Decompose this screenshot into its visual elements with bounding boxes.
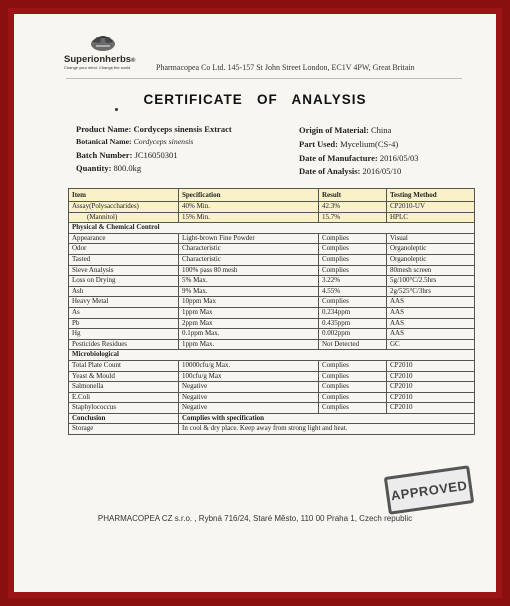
table-cell: Microbiological: [69, 350, 475, 361]
table-cell: Characteristic: [179, 254, 319, 265]
approved-stamp: APPROVED: [384, 465, 474, 515]
table-cell: Negative: [179, 392, 319, 403]
table-cell: Tasted: [69, 254, 179, 265]
document-title: CERTIFICATE OF ANALYSIS: [143, 92, 367, 107]
part-used-line: Part Used: Mycelium(CS-4): [299, 139, 399, 149]
table-cell: Light-brown Fine Powder: [179, 233, 319, 244]
table-row: [69, 254, 475, 265]
table-cell: 9% Max.: [179, 286, 319, 297]
table-cell: 10ppm Max: [179, 297, 319, 308]
table-row: [69, 318, 475, 329]
table-cell: Complies: [319, 371, 387, 382]
table-cell: Complies with specification: [179, 413, 475, 424]
table-cell: 0.234ppm: [319, 307, 387, 318]
table-cell: Complies: [319, 254, 387, 265]
table-cell: Item: [69, 189, 179, 202]
analysis-date-line: Date of Analysis: 2016/05/10: [299, 166, 402, 176]
table-cell: Odor: [69, 244, 179, 255]
table-row: [69, 297, 475, 308]
table-cell: Complies: [319, 265, 387, 276]
table-cell: 5% Max.: [179, 276, 319, 287]
table-cell: Complies: [319, 403, 387, 414]
table-cell: GC: [387, 339, 475, 350]
table-cell: Negative: [179, 382, 319, 393]
table-cell: Complies: [319, 244, 387, 255]
table-cell: Complies: [319, 360, 387, 371]
table-cell: Negative: [179, 403, 319, 414]
table-cell: E.Coli: [69, 392, 179, 403]
table-cell: 2g/525°C/3hrs: [387, 286, 475, 297]
brand-logo: [64, 32, 154, 72]
table-row: [69, 339, 475, 350]
table-cell: Pb: [69, 318, 179, 329]
table-cell: Pesticides Residues: [69, 339, 179, 350]
brand-tagline: Change your mind. Change the world: [64, 65, 131, 70]
table-cell: HPLC: [387, 212, 475, 223]
table-cell: As: [69, 307, 179, 318]
table-cell: Characteristic: [179, 244, 319, 255]
storage-row: [69, 424, 475, 435]
table-row: [69, 382, 475, 393]
table-row: [69, 307, 475, 318]
table-header-row: [69, 189, 475, 202]
table-cell: Visual: [387, 233, 475, 244]
table-cell: 0.435ppm: [319, 318, 387, 329]
ink-dot: [115, 108, 118, 111]
table-cell: 15% Min.: [179, 212, 319, 223]
table-cell: 15.7%: [319, 212, 387, 223]
table-cell: AAS: [387, 329, 475, 340]
table-cell: AAS: [387, 307, 475, 318]
table-cell: CP2010-UV: [387, 202, 475, 213]
footer-address: PHARMACOPEA CZ s.r.o. , Rybná 716/24, Staré Město, 110 00 Praha 1, Czech republic: [97, 514, 413, 523]
table-cell: Conclusion: [69, 413, 179, 424]
table-cell: Complies: [319, 233, 387, 244]
section-header-microbiological: [69, 350, 475, 361]
table-cell: 4.55%: [319, 286, 387, 297]
manufacture-date-line: Date of Manufacture: 2016/05/03: [299, 153, 419, 163]
table-cell: Hg: [69, 329, 179, 340]
table-cell: Organoleptic: [387, 254, 475, 265]
table-row: [69, 202, 475, 213]
table-cell: 100% pass 80 mesh: [179, 265, 319, 276]
table-cell: 80mesh screen: [387, 265, 475, 276]
table-cell: 100cfu/g Max: [179, 371, 319, 382]
table-row: [69, 371, 475, 382]
table-cell: 0.1ppm Max.: [179, 329, 319, 340]
table-cell: Complies: [319, 382, 387, 393]
table-cell: 1ppm Max.: [179, 339, 319, 350]
table-cell: Appearance: [69, 233, 179, 244]
section-header-physical: [69, 223, 475, 234]
botanical-name-line: Botanical Name: Cordyceps sinensis: [76, 137, 194, 146]
table-cell: In cool & dry place. Keep away from strong light and heat.: [179, 424, 475, 435]
table-cell: Sieve Analysis: [69, 265, 179, 276]
table-row: [69, 212, 475, 223]
table-cell: AAS: [387, 318, 475, 329]
table-cell: Complies: [319, 392, 387, 403]
table-cell: 42.3%: [319, 202, 387, 213]
table-cell: Assay(Polysaccharides): [69, 202, 179, 213]
table-row: [69, 233, 475, 244]
header-divider: [66, 78, 462, 79]
table-cell: 5g/100°C/2.5hrs: [387, 276, 475, 287]
table-cell: Testing Method: [387, 189, 475, 202]
origin-line: Origin of Material: China: [299, 125, 392, 135]
table-cell: 2ppm Max: [179, 318, 319, 329]
table-cell: CP2010: [387, 382, 475, 393]
conclusion-row: [69, 413, 475, 424]
table-cell: Loss on Drying: [69, 276, 179, 287]
table-cell: Specification: [179, 189, 319, 202]
table-row: [69, 265, 475, 276]
table-cell: CP2010: [387, 371, 475, 382]
table-cell: Salmonella: [69, 382, 179, 393]
quantity-line: Quantity: 800.0kg: [76, 163, 142, 173]
product-name-line: Product Name: Cordyceps sinensis Extract: [76, 124, 232, 134]
table-row: [69, 244, 475, 255]
table-cell: CP2010: [387, 392, 475, 403]
batch-number-line: Batch Number: JC16050301: [76, 150, 178, 160]
table-cell: 1ppm Max: [179, 307, 319, 318]
table-cell: Physical & Chemical Control: [69, 223, 475, 234]
brand-name: Superionherbs®: [64, 54, 136, 65]
table-cell: Ash: [69, 286, 179, 297]
table-cell: (Mannitol): [69, 212, 179, 223]
table-row: [69, 329, 475, 340]
analysis-table: [68, 188, 475, 435]
table-cell: Total Plate Count: [69, 360, 179, 371]
table-row: [69, 403, 475, 414]
table-cell: Yeast & Mould: [69, 371, 179, 382]
company-address: Pharmacopea Co Ltd. 145-157 St John Street London, EC1V 4PW, Great Britain: [156, 63, 415, 72]
table-cell: Organoleptic: [387, 244, 475, 255]
table-cell: 10000cfu/g Max.: [179, 360, 319, 371]
table-cell: 3.22%: [319, 276, 387, 287]
leaf-logo-icon: [86, 32, 120, 54]
table-cell: Result: [319, 189, 387, 202]
table-row: [69, 286, 475, 297]
table-cell: Storage: [69, 424, 179, 435]
table-cell: Not Detected: [319, 339, 387, 350]
table-cell: Complies: [319, 297, 387, 308]
table-row: [69, 360, 475, 371]
table-cell: CP2010: [387, 360, 475, 371]
table-cell: CP2010: [387, 403, 475, 414]
table-cell: 0.002ppm: [319, 329, 387, 340]
table-cell: AAS: [387, 297, 475, 308]
table-row: [69, 392, 475, 403]
table-cell: 40% Min.: [179, 202, 319, 213]
table-cell: Heavy Metal: [69, 297, 179, 308]
table-row: [69, 276, 475, 287]
table-cell: Staphylococcus: [69, 403, 179, 414]
